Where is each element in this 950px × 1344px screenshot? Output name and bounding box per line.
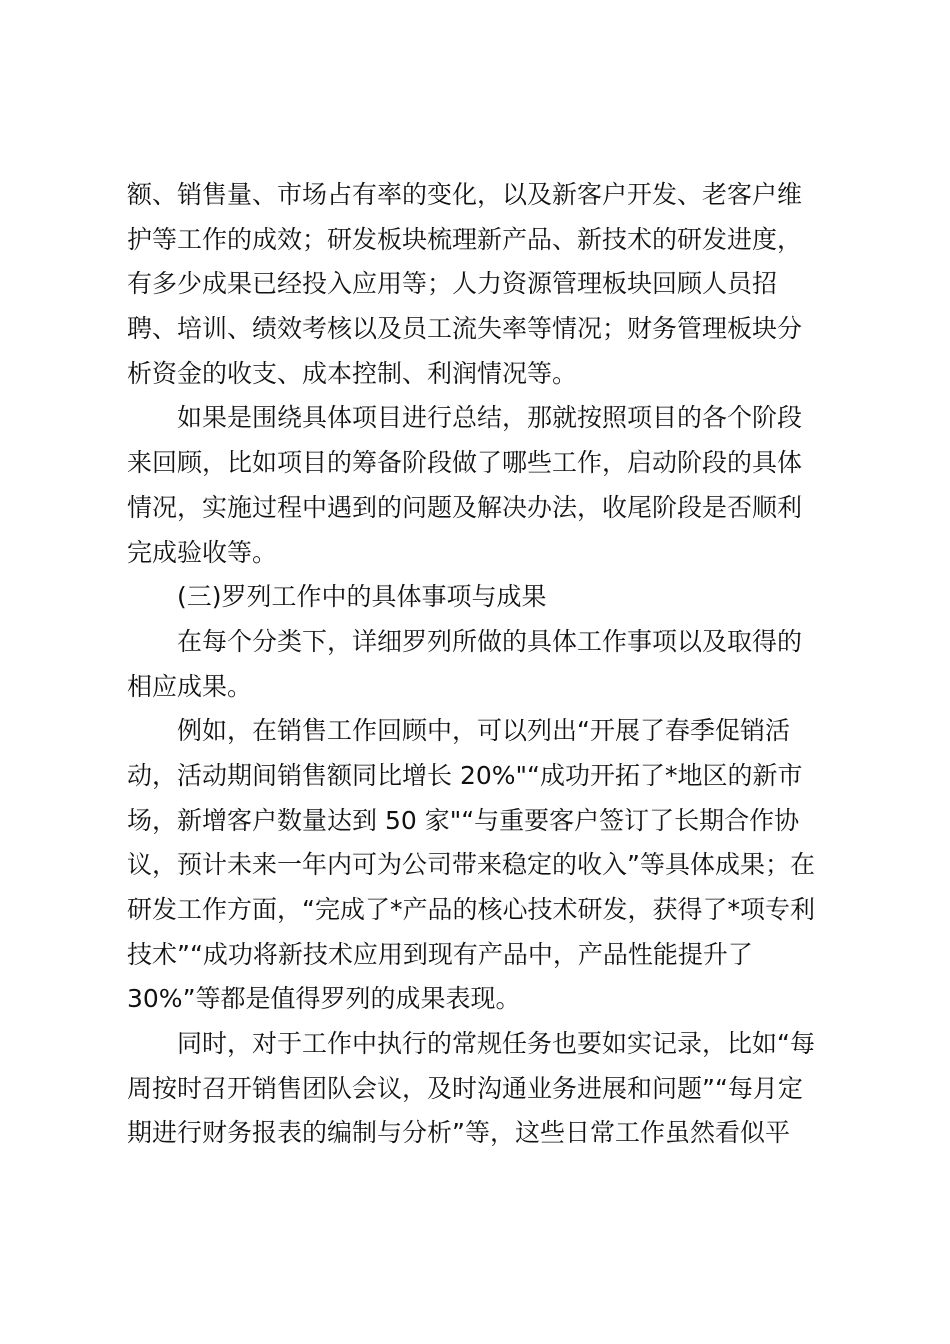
text-line: 护等工作的成效；研发板块梳理新产品、新技术的研发进度， xyxy=(127,224,803,254)
text-line: 聘、培训、绩效考核以及员工流失率等情况；财务管理板块分 xyxy=(127,314,803,344)
text-line: 析资金的收支、成本控制、利润情况等。 xyxy=(127,358,578,388)
text-line: 完成验收等。 xyxy=(127,537,278,567)
section-heading: (三)罗列工作中的具体事项与成果 xyxy=(177,582,547,612)
text-line: 周按时召开销售团队会议，及时沟通业务进展和问题”“每月定 xyxy=(127,1073,803,1103)
text-line: 情况，实施过程中遇到的问题及解决办法，收尾阶段是否顺利 xyxy=(127,492,803,522)
text-line: 相应成果。 xyxy=(127,671,253,701)
text-line: 30%”等都是值得罗列的成果表现。 xyxy=(127,984,521,1014)
paragraph-start-line: 例如，在销售工作回顾中，可以列出“开展了春季促销活 xyxy=(177,716,790,746)
text-line: 来回顾，比如项目的筹备阶段做了哪些工作，启动阶段的具体 xyxy=(127,448,803,478)
text-line: 额、销售量、市场占有率的变化，以及新客户开发、老客户维 xyxy=(127,180,803,209)
text-line: 动，活动期间销售额同比增长 20%"“成功开拓了*地区的新市 xyxy=(127,760,803,790)
text-line: 研发工作方面，“完成了*产品的核心技术研发，获得了*项专利 xyxy=(127,895,815,924)
text-line: 场，新增客户数量达到 50 家"“与重要客户签订了长期合作协 xyxy=(127,805,800,835)
text-line: 期进行财务报表的编制与分析”等，这些日常工作虽然看似平 xyxy=(127,1118,790,1148)
paragraph-start-line: 如果是围绕具体项目进行总结，那就按照项目的各个阶段 xyxy=(177,403,803,433)
paragraph-start-line: 在每个分类下，详细罗列所做的具体工作事项以及取得的 xyxy=(177,626,803,656)
text-line: 有多少成果已经投入应用等；人力资源管理板块回顾人员招 xyxy=(127,269,778,299)
body-text xyxy=(127,173,830,1156)
text-line: 技术”“成功将新技术应用到现有产品中，产品性能提升了 xyxy=(127,939,753,969)
text-line: 议，预计未来一年内可为公司带来稳定的收入”等具体成果；在 xyxy=(127,850,815,880)
paragraph-start-line: 同时，对于工作中执行的常规任务也要如实记录，比如“每 xyxy=(177,1029,815,1059)
